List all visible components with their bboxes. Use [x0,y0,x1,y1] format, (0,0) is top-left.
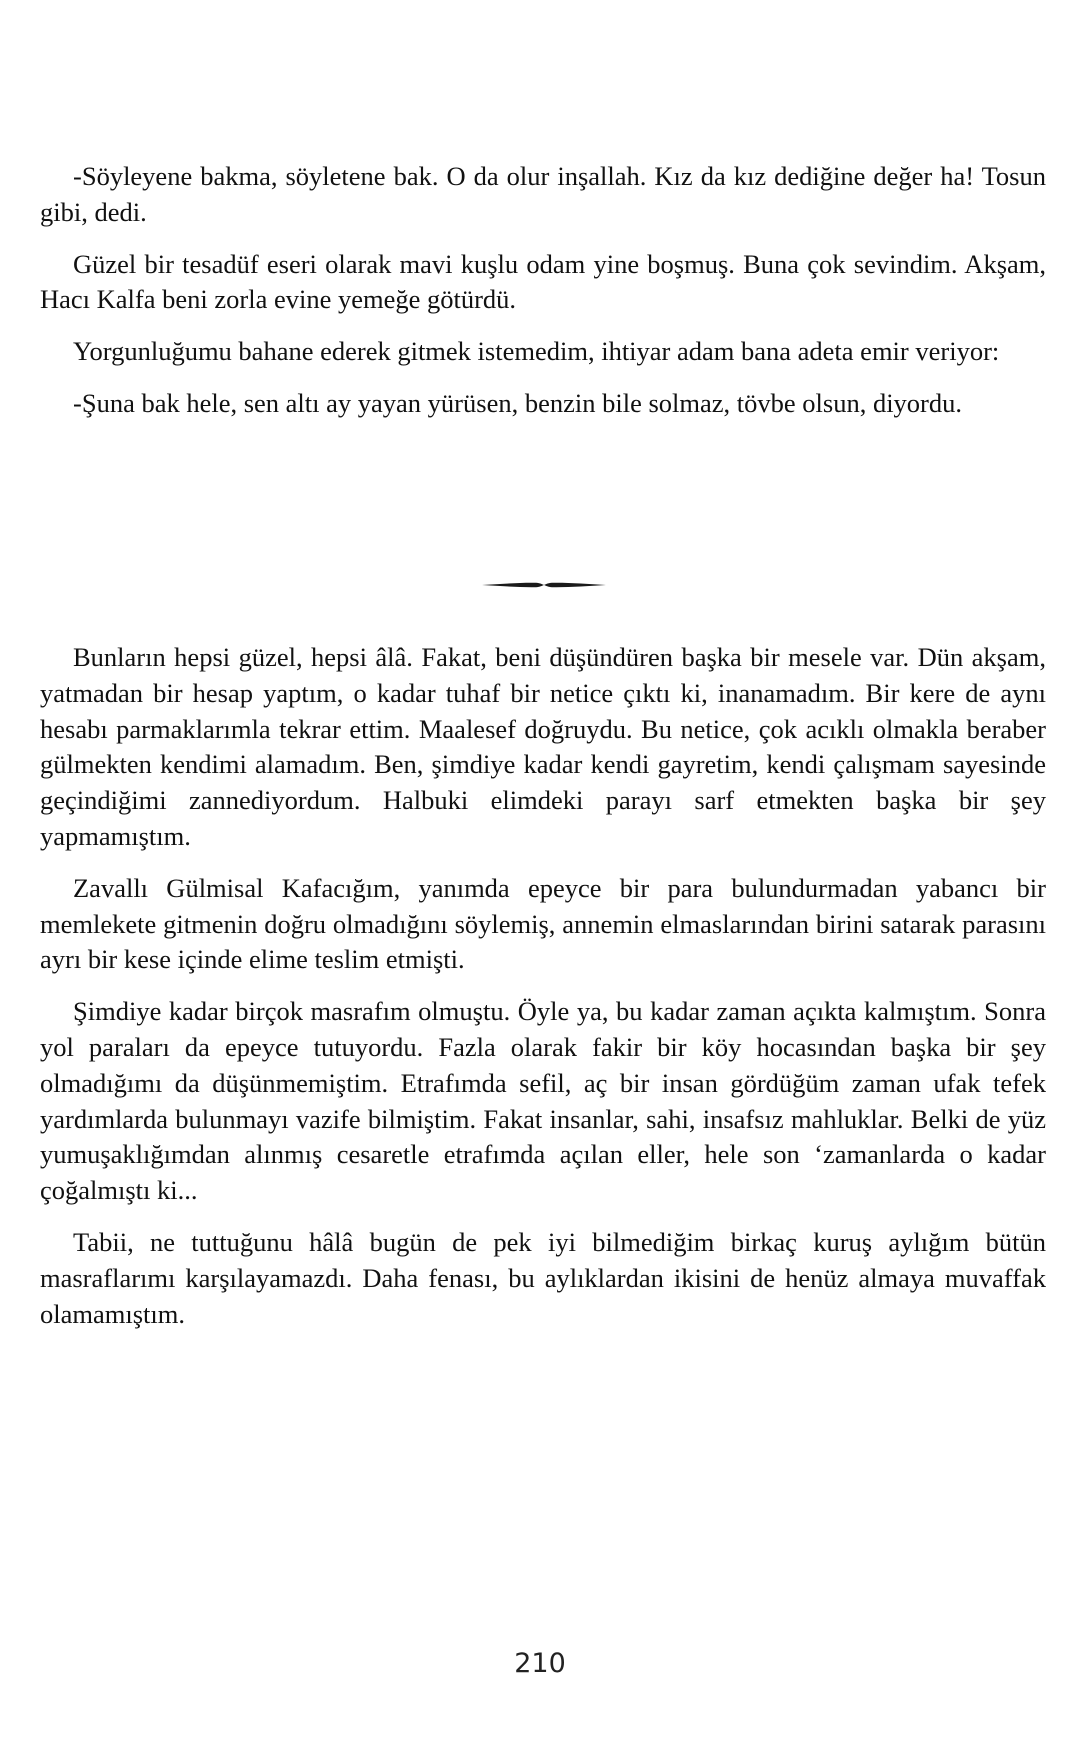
page-number: 210 [514,1648,566,1679]
paragraph: -Söyleyene bakma, söyletene bak. O da olur inşallah. Kız da kız dediğine değer ha! Tosun gibi, dedi. [40,161,1046,227]
text-block-before-break [40,159,1046,438]
ornamental-dash-icon [480,578,608,590]
paragraph: Bunların hepsi güzel, hepsi âlâ. Fakat, beni düşündüren başka bir mesele var. Dün akşam, yatmadan bir hesap yaptım, o kadar tuhaf bir netice çıktı ki, inanamadım. Bir kere de aynı hesabı parmaklarımla tekrar ettim. Maalesef doğruydu. Bu netice, çok acıklı olmakla beraber gülmekten kendimi alamadım. Ben, şimdiye kadar kendi gayretim, kendi çalışmam sayesinde geçindiğimi zannediyordum. Halbuki elimdeki parayı sarf etmekten başka bir şey yapmamıştım. [40,642,1046,851]
paragraph: Tabii, ne tuttuğunu hâlâ bugün de pek iyi bilmediğim birkaç kuruş aylığım bütün masraflarımı karşılayamazdı. Daha fenası, bu aylıklardan ikisini de henüz almaya muvaffak olamamıştım. [40,1226,1046,1329]
paragraph: Yorgunluğumu bahane ederek gitmek istemedim, ihtiyar adam bana adeta emir veriyor: [73,336,1000,367]
paragraph: -Şuna bak hele, sen altı ay yayan yürüsen, benzin bile solmaz, tövbe olsun, diyordu. [73,387,963,418]
paragraph: Zavallı Gülmisal Kafacığım, yanımda epeyce bir para bulundurmadan yabancı bir memlekete gitmenin doğru olmadığını söylemiş, annemin elmaslarından birini satarak parasını ayrı bir kese içinde elime teslim etmişti. [40,872,1046,975]
text-block-after-break [40,640,1046,1348]
paragraph: Güzel bir tesadüf eseri olarak mavi kuşlu odam yine boşmuş. Buna çok sevindim. Akşam, Hacı Kalfa beni zorla evine yemeğe götürdü. [40,248,1046,315]
paragraph: Şimdiye kadar birçok masrafım olmuştu. Öyle ya, bu kadar zaman açıkta kalmıştım. Sonra yol paraları da epeyce tutuyordu. Fazla olarak fakir bir köy hocasından başka bir şey olmadığımı da düşünmemiştim. Etrafımda sefil, aç bir insan gördüğüm zaman ufak tefek yardımlarda bulunmayı vazife bilmiştim. Fakat insanlar, sahi, insafsız mahluklar. Belki de yüz yumuşaklığımdan alınmış cesaretle etrafımda açılan eller, hele son ‘zamanlarda o kadar çoğalmıştı ki... [40,996,1046,1206]
